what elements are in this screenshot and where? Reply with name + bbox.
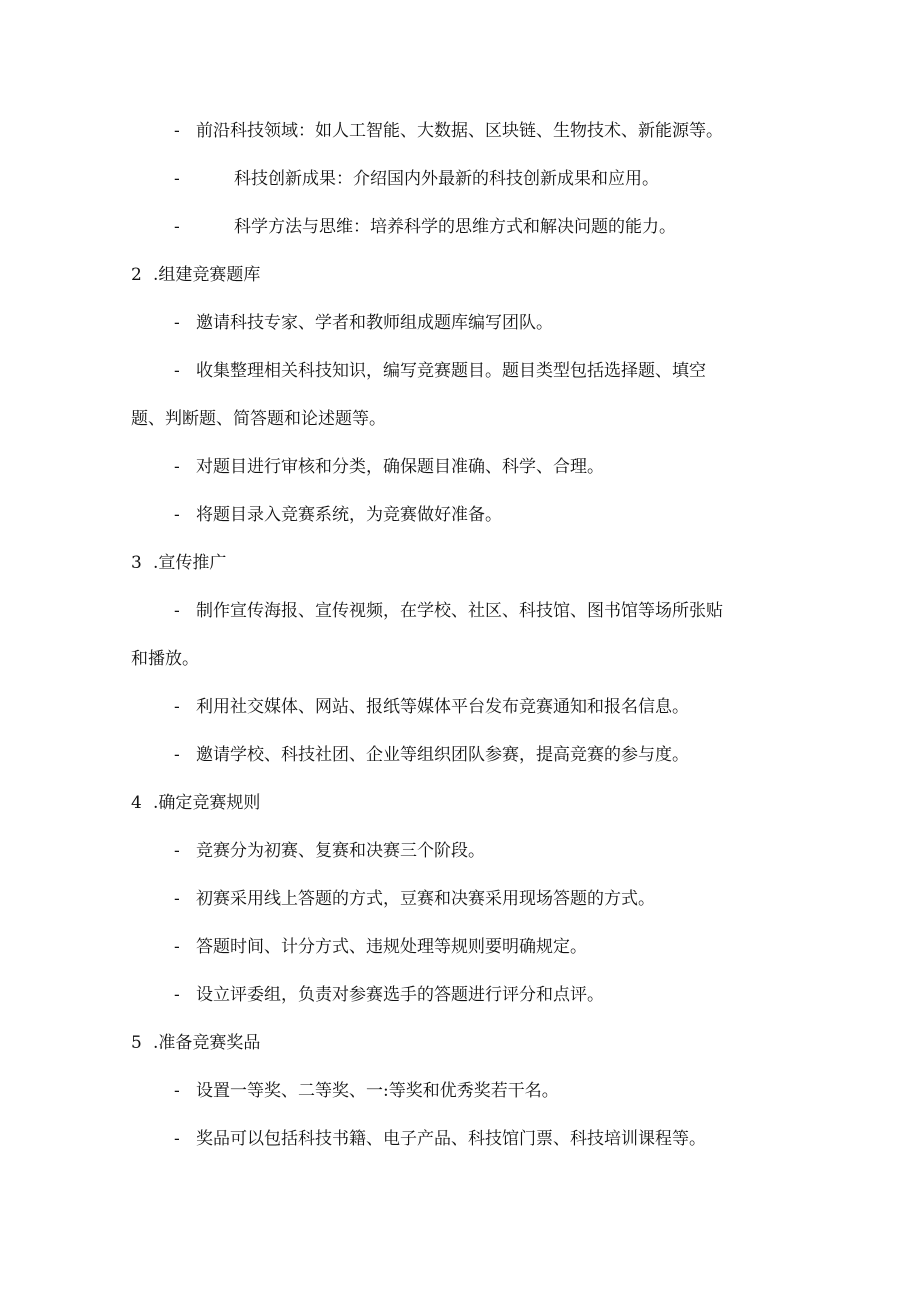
bullet-dash: - <box>174 985 180 1005</box>
section-number: 2 <box>131 265 142 285</box>
bullet-text: 科学方法与思维：培养科学的思维方式和解决问题的能力。 <box>234 217 676 237</box>
bullet-text: 设立评委组，负责对参赛选手的答题进行评分和点评。 <box>196 985 604 1005</box>
section-title: .组建竞赛题库 <box>153 265 261 285</box>
bullet-line <box>174 743 689 767</box>
continuation-line: 题、判断题、简答题和论述题等。 <box>131 409 386 429</box>
bullet-dash: - <box>174 697 180 717</box>
bullet-line <box>174 839 485 863</box>
bullet-text: 答题时间、计分方式、违规处理等规则要明确规定。 <box>196 937 587 957</box>
bullet-line <box>174 215 676 239</box>
bullet-text: 奖品可以包括科技书籍、电子产品、科技馆门票、科技培训课程等。 <box>196 1129 706 1149</box>
bullet-text: 设置一等奖、二等奖、一:等奖和优秀奖若干名。 <box>196 1081 559 1101</box>
bullet-line <box>174 1127 706 1151</box>
bullet-line <box>174 119 723 143</box>
section-number: 3 <box>131 553 142 573</box>
bullet-text: 前沿科技领域：如人工智能、大数据、区块链、生物技术、新能源等。 <box>196 121 723 141</box>
bullet-dash: - <box>174 601 180 621</box>
bullet-dash: - <box>174 313 180 333</box>
bullet-dash: - <box>174 937 180 957</box>
bullet-dash: - <box>174 505 180 525</box>
bullet-text: 收集整理相关科技知识，编写竞赛题目。题目类型包括选择题、填空 <box>196 361 706 381</box>
section-heading <box>131 1031 260 1055</box>
bullet-dash: - <box>174 889 180 909</box>
bullet-text: 邀请学校、科技社团、企业等组织团队参赛，提高竞赛的参与度。 <box>196 745 689 765</box>
bullet-dash: - <box>174 169 180 189</box>
section-heading <box>131 551 226 575</box>
bullet-text: 初赛采用线上答题的方式，豆赛和决赛采用现场答题的方式。 <box>196 889 655 909</box>
bullet-text: 邀请科技专家、学者和教师组成题库编写团队。 <box>196 313 553 333</box>
continuation-line: 和播放。 <box>131 649 199 669</box>
bullet-text: 将题目录入竞赛系统，为竞赛做好准备。 <box>196 505 502 525</box>
bullet-line <box>174 503 502 527</box>
bullet-text: 竞赛分为初赛、复赛和决赛三个阶段。 <box>196 841 485 861</box>
section-number: 5 <box>131 1033 142 1053</box>
bullet-dash: - <box>174 1081 180 1101</box>
bullet-line <box>174 455 604 479</box>
bullet-dash: - <box>174 745 180 765</box>
bullet-dash: - <box>174 217 180 237</box>
bullet-dash: - <box>174 457 180 477</box>
section-title: .确定竞赛规则 <box>153 793 261 813</box>
bullet-line <box>174 1079 559 1103</box>
bullet-dash: - <box>174 841 180 861</box>
section-number: 4 <box>131 793 142 813</box>
bullet-text: 科技创新成果：介绍国内外最新的科技创新成果和应用。 <box>234 169 659 189</box>
bullet-line <box>174 935 587 959</box>
bullet-dash: - <box>174 1129 180 1149</box>
bullet-text: 利用社交媒体、网站、报纸等媒体平台发布竞赛通知和报名信息。 <box>196 697 689 717</box>
bullet-line <box>174 167 659 191</box>
bullet-line <box>174 695 689 719</box>
section-title: .准备竞赛奖品 <box>153 1033 261 1053</box>
bullet-text: 对题目进行审核和分类，确保题目准确、科学、合理。 <box>196 457 604 477</box>
bullet-line <box>174 983 604 1007</box>
section-heading <box>131 791 260 815</box>
bullet-dash: - <box>174 361 180 381</box>
bullet-line <box>174 359 706 383</box>
section-title: .宣传推广 <box>153 553 227 573</box>
bullet-text: 制作宣传海报、宣传视频，在学校、社区、科技馆、图书馆等场所张贴 <box>196 601 723 621</box>
bullet-line <box>174 599 723 623</box>
bullet-dash: - <box>174 121 180 141</box>
bullet-line <box>174 311 553 335</box>
bullet-line <box>174 887 655 911</box>
section-heading <box>131 263 260 287</box>
